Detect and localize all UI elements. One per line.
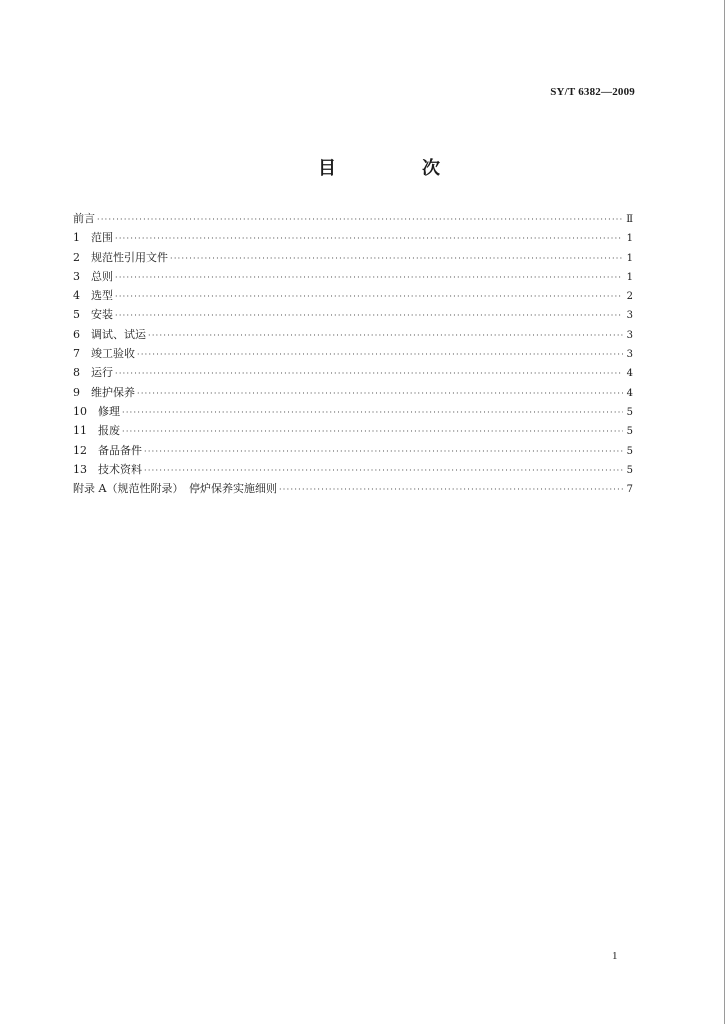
toc-leader-dots bbox=[122, 403, 623, 422]
toc-entry-annex-a[interactable] bbox=[73, 479, 633, 498]
toc-entry-label: 12 备品备件 bbox=[73, 443, 142, 457]
toc-leader-dots bbox=[115, 306, 623, 325]
toc-entry-page: 5 bbox=[626, 445, 633, 457]
toc-entry-page: 1 bbox=[626, 271, 633, 283]
toc-leader-dots bbox=[148, 326, 623, 345]
toc-entry-label: 4 选型 bbox=[73, 289, 113, 303]
toc-entry-general[interactable] bbox=[73, 267, 633, 286]
toc-leader-dots bbox=[144, 442, 623, 461]
toc-entry-page: 1 bbox=[626, 252, 633, 264]
toc-entry-label: 前言 bbox=[73, 212, 95, 225]
toc-entry-page: 2 bbox=[626, 291, 633, 303]
toc-leader-dots bbox=[97, 210, 623, 229]
table-of-contents bbox=[73, 209, 633, 498]
toc-entry-label: 附录 A（规范性附录） 停炉保养实施细则 bbox=[73, 482, 277, 496]
toc-leader-dots bbox=[115, 229, 623, 248]
toc-entry-repair[interactable] bbox=[73, 402, 633, 421]
toc-entry-page: 5 bbox=[626, 464, 633, 476]
toc-entry-page: 5 bbox=[626, 426, 633, 438]
toc-leader-dots bbox=[122, 422, 623, 441]
toc-leader-dots bbox=[144, 461, 623, 480]
toc-entry-label: 5 安装 bbox=[73, 308, 113, 322]
toc-entry-label: 7 竣工验收 bbox=[73, 347, 135, 361]
toc-title: 目 次 bbox=[318, 158, 474, 179]
toc-leader-dots bbox=[115, 268, 623, 287]
toc-entry-label: 1 范围 bbox=[73, 231, 113, 245]
toc-entry-label: 9 维护保养 bbox=[73, 385, 135, 399]
toc-entry-label: 10 修理 bbox=[73, 404, 120, 418]
toc-entry-page: 3 bbox=[626, 349, 633, 361]
toc-entry-selection[interactable] bbox=[73, 286, 633, 305]
toc-leader-dots bbox=[170, 249, 623, 268]
toc-entry-operation[interactable] bbox=[73, 363, 633, 382]
toc-entry-page: 4 bbox=[626, 368, 633, 380]
toc-entry-commissioning[interactable] bbox=[73, 325, 633, 344]
toc-entry-maintenance[interactable] bbox=[73, 383, 633, 402]
toc-entry-normative-references[interactable] bbox=[73, 248, 633, 267]
toc-entry-installation[interactable] bbox=[73, 305, 633, 324]
toc-entry-acceptance[interactable] bbox=[73, 344, 633, 363]
toc-entry-label: 6 调试、试运 bbox=[73, 327, 146, 341]
toc-entry-page: 5 bbox=[626, 406, 633, 418]
toc-entry-scope[interactable] bbox=[73, 228, 633, 247]
toc-leader-dots bbox=[115, 287, 623, 306]
toc-entry-page: 3 bbox=[626, 329, 633, 341]
toc-entry-page: 1 bbox=[626, 233, 633, 245]
toc-entry-label: 8 运行 bbox=[73, 366, 113, 380]
toc-leader-dots bbox=[137, 345, 623, 364]
toc-entry-scrapping[interactable] bbox=[73, 421, 633, 440]
toc-entry-spare-parts[interactable] bbox=[73, 441, 633, 460]
toc-entry-label: 11 报废 bbox=[73, 424, 120, 438]
toc-entry-technical-documents[interactable] bbox=[73, 460, 633, 479]
toc-entry-page: Ⅱ bbox=[626, 214, 633, 225]
standard-code: SY/T 6382—2009 bbox=[550, 86, 635, 98]
toc-entry-foreword[interactable] bbox=[73, 209, 633, 228]
toc-entry-page: 3 bbox=[626, 310, 633, 322]
toc-leader-dots bbox=[279, 480, 623, 499]
toc-entry-label: 3 总则 bbox=[73, 269, 113, 283]
toc-leader-dots bbox=[115, 364, 623, 383]
toc-entry-label: 2 规范性引用文件 bbox=[73, 250, 168, 264]
toc-entry-page: 4 bbox=[626, 387, 633, 399]
toc-entry-label: 13 技术资料 bbox=[73, 462, 142, 476]
toc-leader-dots bbox=[137, 384, 623, 403]
page-number: 1 bbox=[612, 950, 618, 962]
toc-entry-page: 7 bbox=[626, 484, 633, 496]
